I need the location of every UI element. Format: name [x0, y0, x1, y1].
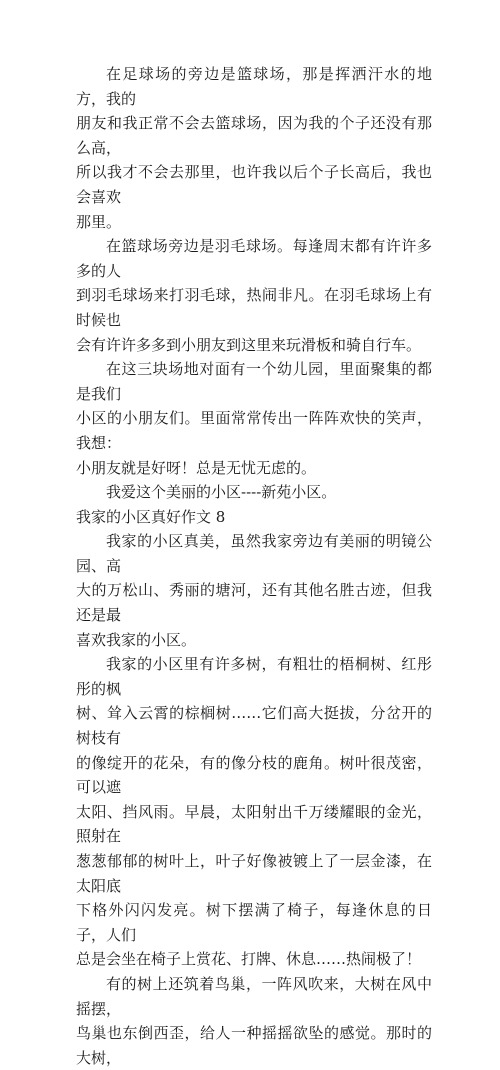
paragraph-bird-nests: 有的树上还筑着鸟巢，一阵风吹来，大树在风中摇摆， 鸟巢也东倒西歪，给人一种摇摇欲坠的感觉。那时的大树， — [76, 974, 432, 1067]
essay-heading: 我家的小区真好作文 8 — [76, 507, 226, 526]
article-body — [76, 62, 432, 1070]
paragraph-basketball-court: 在足球场的旁边是篮球场，那是挥洒汗水的地方，我的 朋友和我正常不会去篮球场，因为我的个子还没有那么高， 所以我才不会去那里，也许我以后个子长高后，我也会喜欢 那里。 — [76, 65, 432, 231]
paragraph-trees: 我家的小区里有许多树，有粗壮的梧桐树、红彤彤的枫 树、耸入云霄的棕榈树……它们高大挺拔，分岔开的树枝有 的像绽开的花朵，有的像分枝的鹿角。树叶很茂密，可以遮 太阳、挡风雨。早晨，太阳射出千万缕耀眼的金光，照射在 葱葱郁郁的树叶上，叶子好像被镀上了一层金漆，在太阳底 下格外闪闪发亮。树下摆满了椅子，每逢休息的日子，人们 总是会坐在椅子上赏花、打牌、休息……热闹极了！ — [76, 655, 432, 969]
paragraph-intro: 我家的小区真美，虽然我家旁边有美丽的明镜公园、高 大的万松山、秀丽的塘河，还有其他名胜古迹，但我还是最 喜欢我家的小区。 — [76, 532, 432, 649]
paragraph-kindergarten: 在这三块场地对面有一个幼儿园，里面聚集的都是我们 小区的小朋友们。里面常常传出一阵阵欢快的笑声，我想： 小朋友就是好呀！总是无忧无虑的。 — [76, 360, 432, 477]
paragraph-closing: 我爱这个美丽的小区----新苑小区。 — [106, 483, 337, 502]
paragraph-badminton-court: 在篮球场旁边是羽毛球场。每逢周末都有许许多多的人 到羽毛球场来打羽毛球，热闹非凡。在羽毛球场上有时候也 会有许许多多到小朋友到这里来玩滑板和骑自行车。 — [76, 237, 432, 354]
